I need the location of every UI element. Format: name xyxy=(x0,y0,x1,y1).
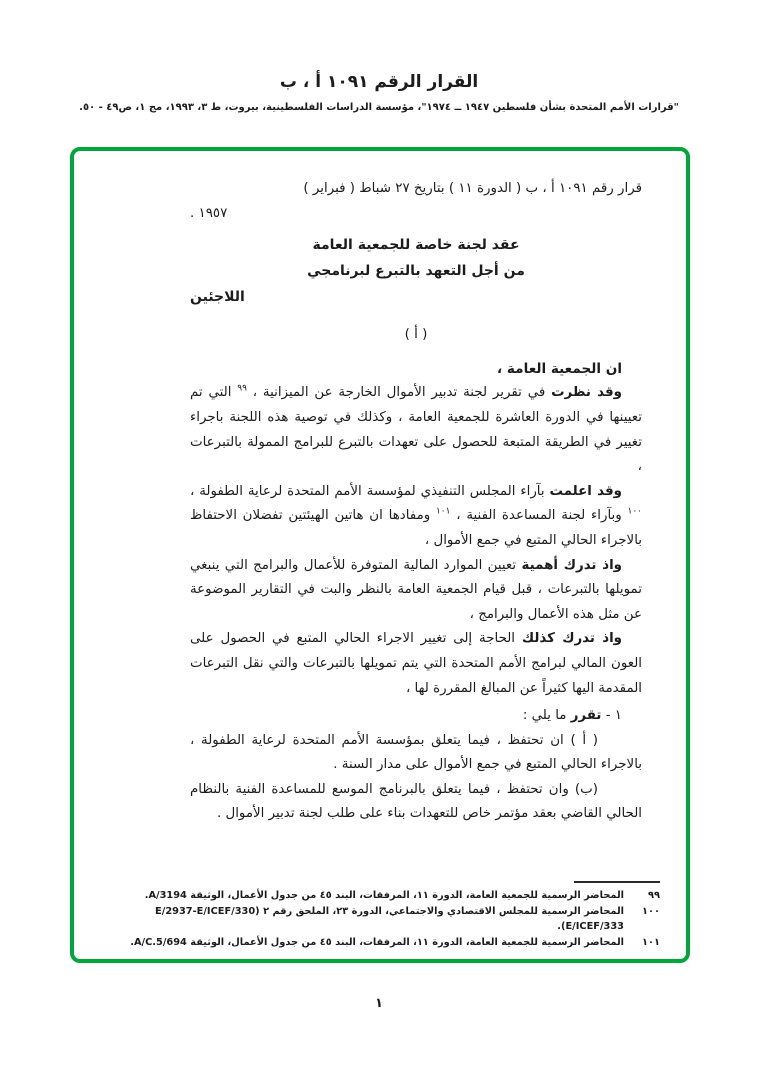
footnote-marker: ١٠٠ xyxy=(627,506,642,517)
item-a xyxy=(190,729,642,778)
para-recognizing xyxy=(190,554,642,628)
text-run: ما يلي : xyxy=(522,708,571,724)
footnotes-list xyxy=(96,888,660,950)
text-run: وقد اعلمت xyxy=(549,483,622,499)
text-run: ان الجمعية العامة ، xyxy=(497,360,622,377)
resolution-intro xyxy=(190,177,642,226)
opening-line xyxy=(190,357,642,382)
footnote-text: المحاضر الرسمية للمجلس الاقتصادي والاجتماعي، الدورة ٢٣، الملحق رقم ٢ (E/2937-E/ICEF/330 E/ICEF/333). xyxy=(155,906,624,932)
decision-line xyxy=(190,704,642,729)
doc-heading-line3: اللاجئين xyxy=(190,289,245,306)
doc-heading-line1: عقد لجنة خاصة للجمعية العامة xyxy=(312,237,520,254)
footnote-number: ١٠١ xyxy=(642,937,660,948)
source-citation: "قرارات الأمم المتحدة بشأن فلسطين ١٩٤٧ ــ ١٩٧٤"، مؤسسة الدراسات الفلسطينية، بيروت، ط ٣، ١٩٩٣، مج ١، ص٤٩ - ٥٠. xyxy=(79,102,679,113)
text-run: واذ تدرك أهمية xyxy=(521,557,623,573)
footnote-separator xyxy=(574,881,660,883)
section-a-label: ( أ ) xyxy=(404,326,428,343)
footnote xyxy=(96,888,660,903)
footnote-text: المحاضر الرسمية للجمعية العامة، الدورة ١١، المرفقات، البند ٤٥ من جدول الأعمال، الوثيقة A/C.5/694. xyxy=(130,937,624,948)
text-run: وقد نظرت xyxy=(551,385,623,401)
para-recognizing-also xyxy=(190,627,642,701)
text-run: ( أ ) ان تحتفظ ، فيما يتعلق بمؤسسة الأمم المتحدة لرعاية الطفولة ، بالاجراء الحالي المتبع في جمع الأموال على مدار السنة . xyxy=(190,732,642,773)
document-body xyxy=(190,177,642,827)
doc-heading-line2: من أجل التعهد بالتبرع لبرنامجي xyxy=(307,263,525,280)
document-heading xyxy=(190,232,642,310)
footnotes xyxy=(96,881,660,951)
text-run: تقرر xyxy=(570,708,602,724)
text-run: ومفادها ان هاتين الهيئتين تفضلان الاحتفاظ بالاجراء الحالي المتبع في جمع الأموال ، xyxy=(190,508,642,548)
text-run: ١ - xyxy=(601,708,622,724)
text-run: تعيين الموارد المالية المتوفرة للأعمال والبرامج التي ينبغي تمويلها بالتبرعات ، قبل قيام الجمعية العامة بالنظر والبت في التقارير الموضوعة عن مثل هذه الأعمال والبرامج ، xyxy=(190,557,642,622)
text-run: وبآراء لجنة المساعدة الفنية ، xyxy=(450,508,628,524)
footnote-marker: ١٠١ xyxy=(435,506,451,517)
doc-paragraphs xyxy=(190,357,642,827)
footnote-marker: ٩٩ xyxy=(237,383,247,394)
text-run: الحاجة إلى تغيير الاجراء الحالي المتبع في الحصول على العون المالي لبرامج الأمم المتحدة التي يتم تمويلها بالتبرعات والتي نقل التبرعات المقدمة اليها كثيراً عن المبالغ المقررة لها ، xyxy=(190,631,642,696)
item-b xyxy=(190,778,642,827)
resolution-intro-year: ١٩٥٧ . xyxy=(190,205,228,221)
para-informed xyxy=(190,480,642,554)
text-run: بآراء المجلس التنفيذي لمؤسسة الأمم المتحدة لرعاية الطفولة ، xyxy=(190,483,550,499)
resolution-intro-line1: قرار رقم ١٠٩١ أ ، ب ( الدورة ١١ ) بتاريخ ٢٧ شباط ( فبراير ) xyxy=(303,181,642,196)
footnote xyxy=(96,904,660,934)
para-reviewed xyxy=(190,381,642,479)
footnote-number: ٩٩ xyxy=(648,890,660,901)
page-number: ١ xyxy=(375,996,383,1011)
text-run: (ب) وان تحتفظ ، فيما يتعلق بالبرنامج الموسع للمساعدة الفنية بالنظام الحالي القاضي بعقد مؤتمر خاص للتعهدات بناء على طلب لجنة تدبير الأموال . xyxy=(190,781,642,822)
footnote xyxy=(96,935,660,950)
document-frame xyxy=(70,147,690,963)
footnote-text: المحاضر الرسمية للجمعية العامة، الدورة ١١، المرفقات، البند ٤٥ من جدول الأعمال، الوثيقة A/3194. xyxy=(144,890,624,901)
footnote-number: ١٠٠ xyxy=(642,906,660,917)
text-run: التي تم تعيينها في الدورة العاشرة للجمعية العامة ، وكذلك في توصية هذه اللجنة باجراء تغيير في الطريقة المتبعة للحصول على تعهدات بالتبرع للبرامج الممولة بالتبرعات ، xyxy=(190,385,642,475)
resolution-number-title: القرار الرقم ١٠٩١ أ ، ب xyxy=(279,72,479,92)
text-run: واذ تدرك كذلك xyxy=(521,631,623,647)
text-run: في تقرير لجنة تدبير الأموال الخارجة عن الميزانية ، xyxy=(246,385,552,401)
